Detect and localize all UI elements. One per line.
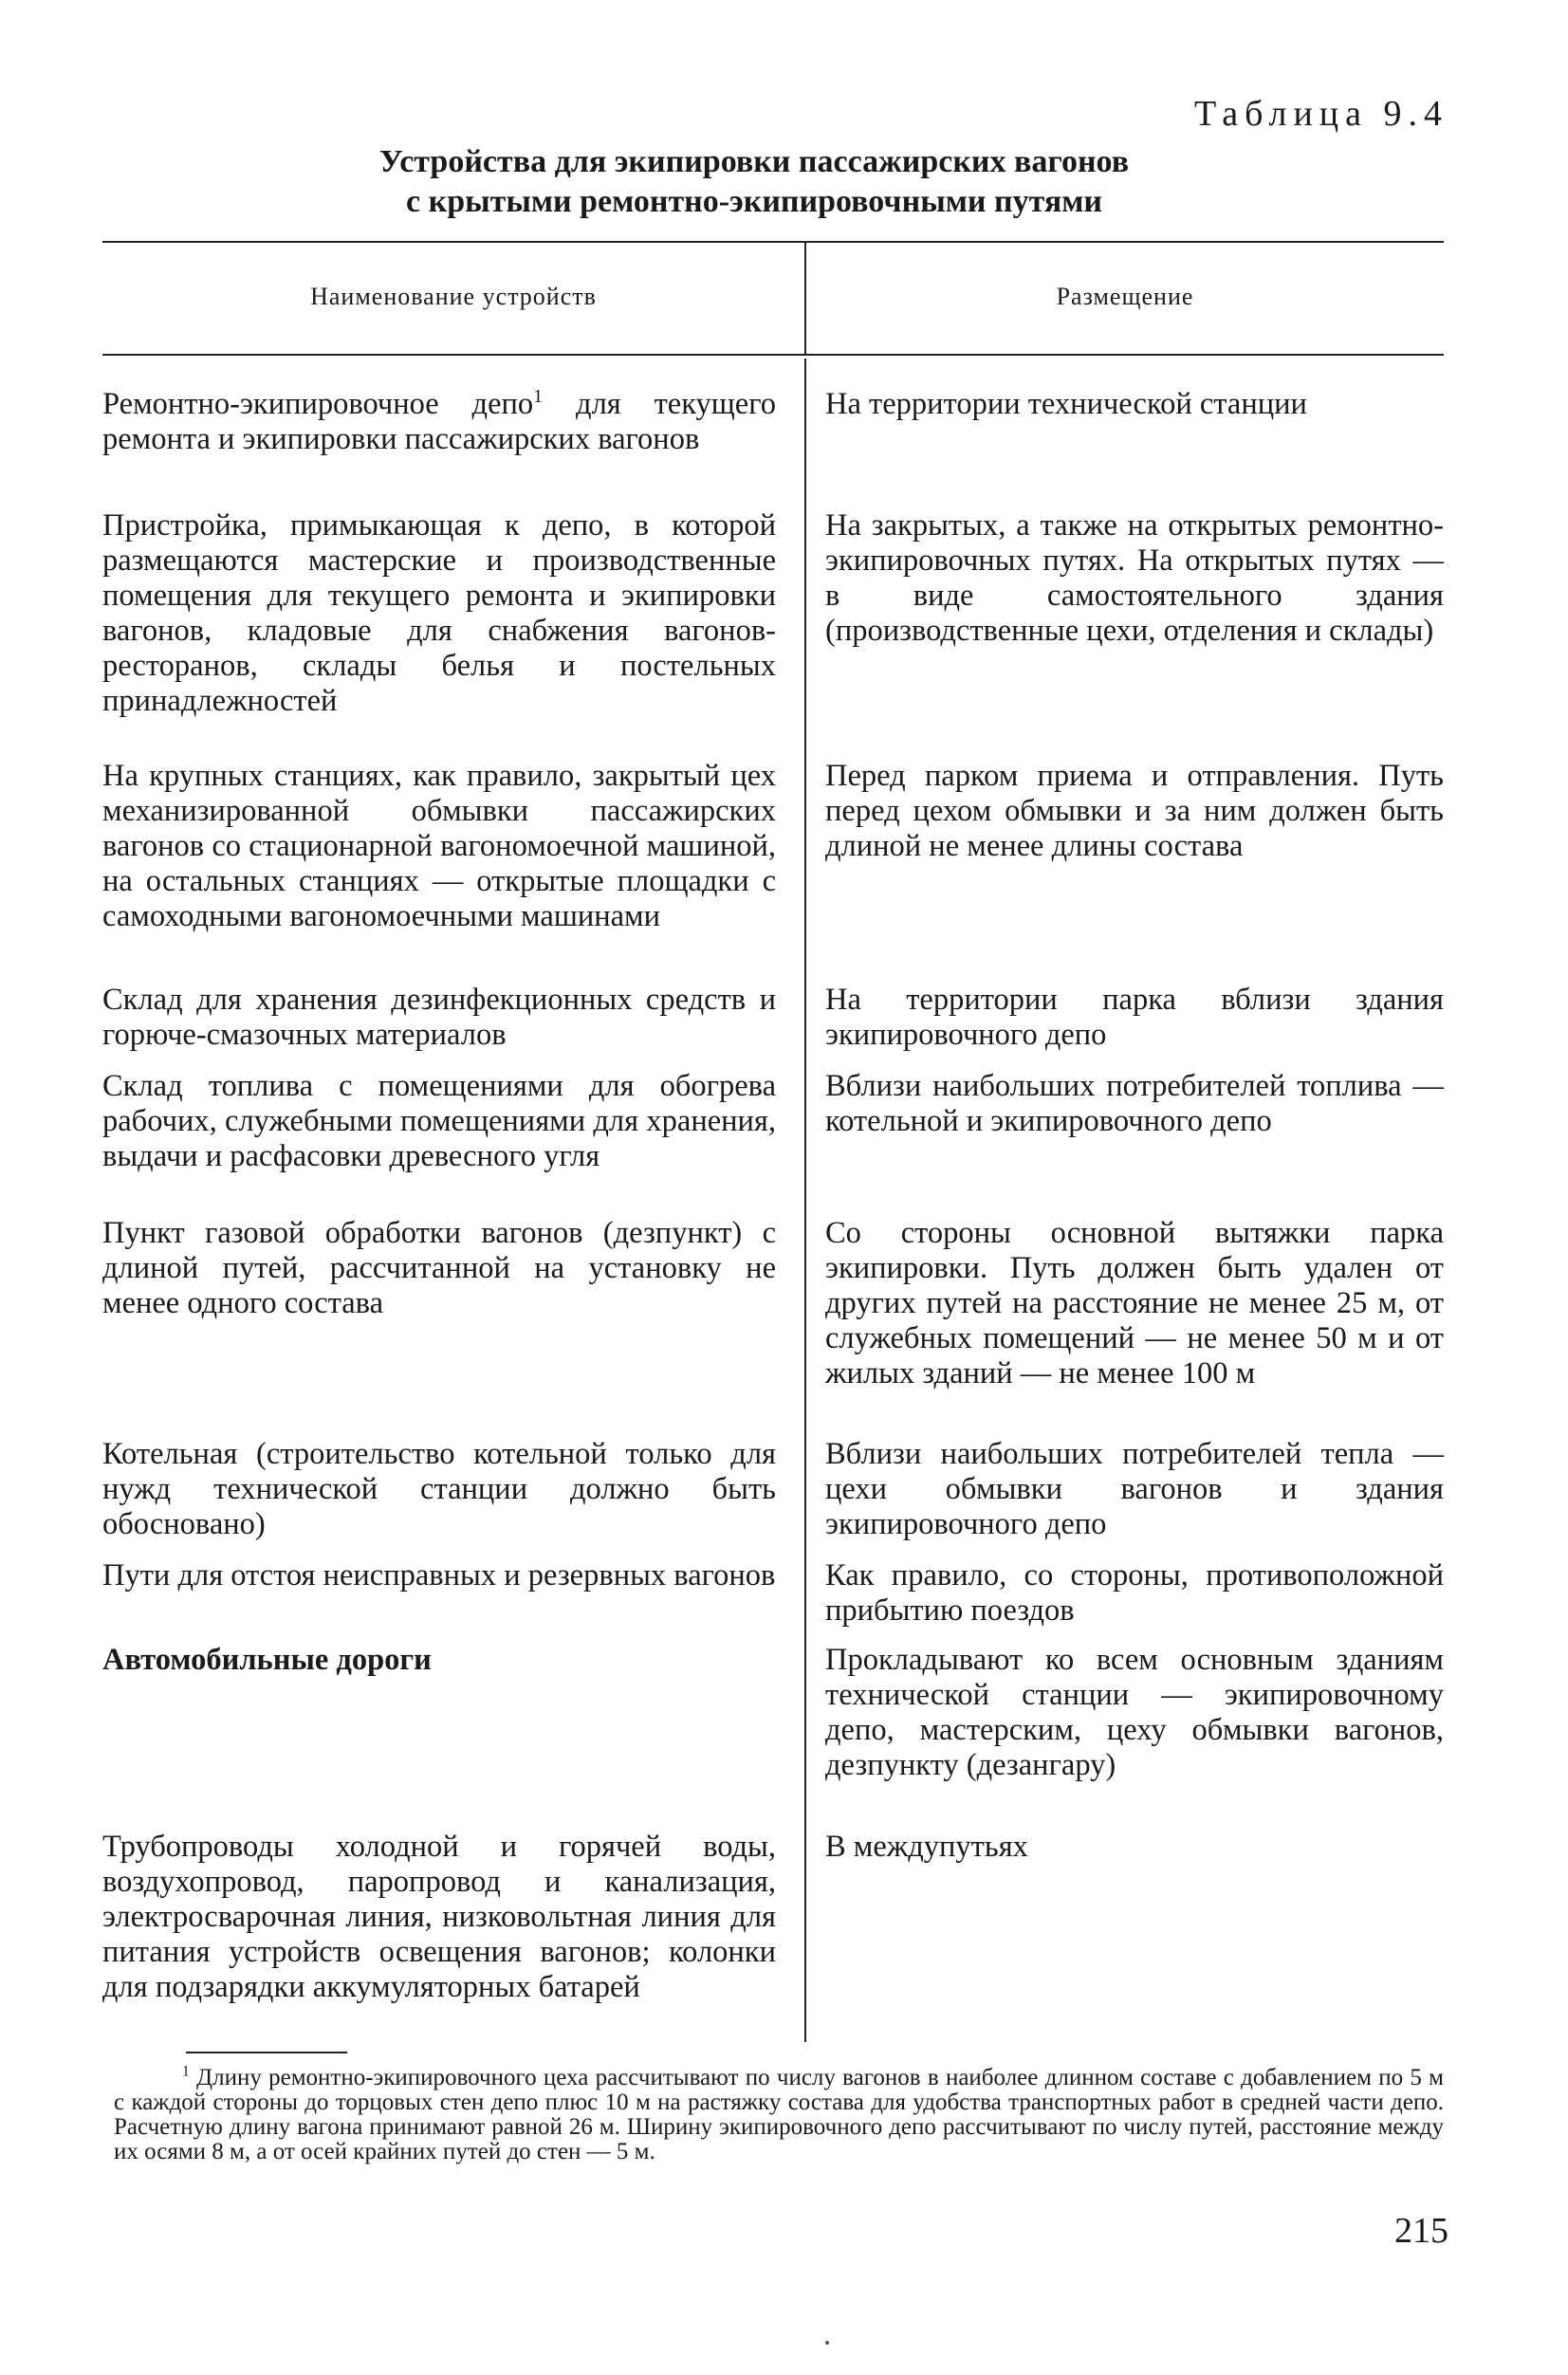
row-9-name: Автомобильные дороги xyxy=(102,1643,432,1677)
column-header-name: Наименование устройств xyxy=(310,283,597,310)
row-6-name: Пункт газовой обработки вагонов (дезпункт) с длиной путей, рассчитанной на установку не менее одного состава xyxy=(102,1216,776,1320)
row-4-name: Склад для хранения дезинфекционных средств и горюче-смазочных материалов xyxy=(102,983,776,1052)
row-8-placement: Как правило, со стороны, противоположной прибытию поездов xyxy=(825,1558,1444,1628)
footnote-text: Длину ремонтно-экипировочного цеха рассчитывают по числу вагонов в наиболее длинном составе с добавлением по 5 м с каждой стороны до торцовых стен депо плюс 10 м на растяжку состава для удобства транспортных работ в средней части депо. Расчетную длину вагона принимают равной 26 м. Ширину экипировочного депо рассчитывают по числу путей, расстояние между их осями 8 м, а от осей крайних путей до стен — 5 м. xyxy=(114,2065,1444,2164)
row-9-placement: Прокладывают ко всем основным зданиям технической станции — экипировочному депо, мастерским, цеху обмывки вагонов, дезпункту (дезангару) xyxy=(825,1643,1444,1782)
row-6-placement: Со стороны основной вытяжки парка экипировки. Путь должен быть удален от других путей на расстояние не менее 25 м, от служебных помещений — не менее 50 м и от жилых зданий — не менее 100 м xyxy=(825,1216,1444,1390)
row-10-placement: В междупутьях xyxy=(825,1830,1028,1864)
row-1-placement: На территории технической станции xyxy=(825,387,1307,421)
table-title-line-2: с крытыми ремонтно-экипировочными путями xyxy=(406,184,1102,219)
row-1-name: Ремонтно-экипировочное депо$^1$ для текущего ремонта и экипировки пассажирских вагонов xyxy=(102,386,776,456)
row-3-placement: Перед парком приема и отправления. Путь перед цехом обмывки и за ним должен быть длиной не менее длины состава xyxy=(825,759,1444,863)
table-title xyxy=(247,142,1262,222)
row-5-placement: Вблизи наибольших потребителей топлива — котельной и экипировочного депо xyxy=(825,1069,1444,1138)
row-2-name: Пристройка, примыкающая к депо, в которой размещаются мастерские и производственные помещения для текущего ремонта и экипировки вагонов, кладовые для снабжения вагонов-ресторанов, склады белья и постельных принадлежностей xyxy=(102,508,776,718)
footnote-marker: 1 xyxy=(182,2063,190,2080)
row-4-placement: На территории парка вблизи здания экипировочного депо xyxy=(825,983,1444,1052)
footnote-ref: 1 xyxy=(533,386,544,408)
row-3-name: На крупных станциях, как правило, закрытый цех механизированной обмывки пассажирских вагонов со стационарной вагономоечной машиной, на остальных станциях — открытые площадки с самоходными вагономоечными машинами xyxy=(102,759,776,933)
row-8-name: Пути для отстоя неисправных и резервных вагонов xyxy=(102,1558,776,1593)
column-divider-body xyxy=(804,359,806,2042)
row-10-name: Трубопроводы холодной и горячей воды, воздухопровод, паропровод и канализация, электросварочная линия, низковольтная линия для питания устройств освещения вагонов; колонки для подзарядки аккумуляторных батарей xyxy=(102,1830,776,2004)
footnote xyxy=(114,2063,1444,2164)
print-speck xyxy=(825,2341,829,2345)
footnote-separator xyxy=(186,2052,347,2053)
column-header-placement: Размещение xyxy=(1056,283,1194,310)
row-5-name: Склад топлива с помещениями для обогрева рабочих, служебными помещениями для хранения, выдачи и расфасовки древесного угля xyxy=(102,1069,776,1173)
page-number: 215 xyxy=(1394,2211,1448,2251)
table-header-rule xyxy=(102,354,1444,356)
row-7-placement: Вблизи наибольших потребителей тепла — цехи обмывки вагонов и здания экипировочного депо xyxy=(825,1437,1444,1541)
row-2-placement: На закрытых, а также на открытых ремонтно-экипировочных путях. На открытых путях — в виде самостоятельного здания (производственные цехи, отделения и склады) xyxy=(825,508,1444,648)
row-7-name: Котельная (строительство котельной только для нужд технической станции должно быть обосновано) xyxy=(102,1437,776,1541)
table-title-line-1: Устройства для экипировки пассажирских вагонов xyxy=(378,144,1130,179)
table-top-rule xyxy=(102,241,1444,243)
table-number: Таблица 9.4 xyxy=(1193,94,1448,134)
